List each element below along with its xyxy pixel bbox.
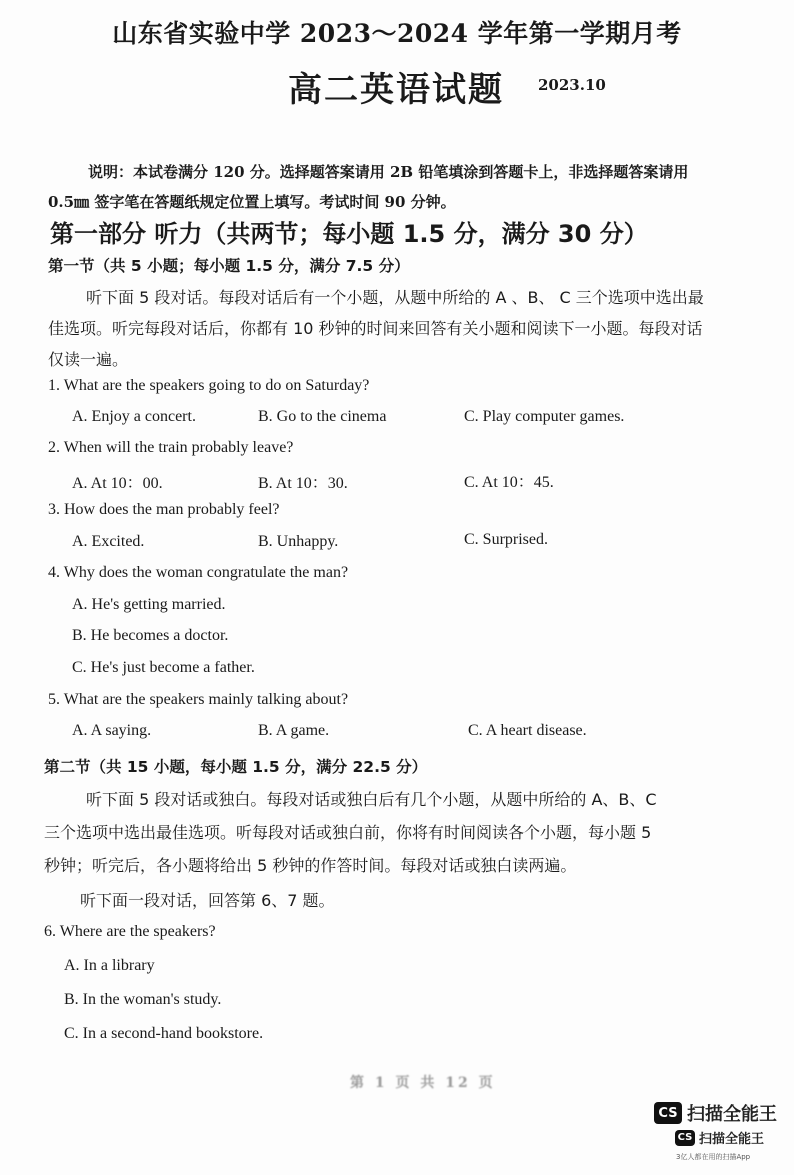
section-2-instruction-line: 听下面 5 段对话或独白。每段对话或独白后有几个小题，从题中所给的 A、B、C: [86, 790, 657, 809]
question-3-option-b: B. Unhappy.: [258, 533, 339, 550]
question-6-option-a: A. In a library: [64, 957, 155, 974]
question-2: 2. When will the train probably leave?: [48, 439, 294, 456]
scanner-watermark-small: [675, 1128, 764, 1147]
question-6: 6. Where are the speakers?: [44, 923, 216, 940]
question-1-option-b: B. Go to the cinema: [258, 408, 387, 425]
exam-note-line-1: 说明：本试卷满分 120 分。选择题答案请用 2B 铅笔填涂到答题卡上，非选择题答案请用: [88, 163, 689, 181]
question-4-option-a: A. He's getting married.: [72, 596, 226, 613]
camscanner-logo-icon: CS: [675, 1130, 695, 1146]
section-1-instruction-line: 听下面 5 段对话。每段对话后有一个小题，从题中所给的 A 、B、 C 三个选项中选出最: [86, 288, 704, 307]
question-3-option-c: C. Surprised.: [464, 531, 548, 548]
section-1-title: 第一节（共 5 小题；每小题 1.5 分，满分 7.5 分）: [48, 257, 410, 275]
exam-title: 山东省实验中学 2023～2024 学年第一学期月考: [112, 19, 682, 48]
section-1-instruction-line: 佳选项。听完每段对话后，你都有 10 秒钟的时间来回答有关小题和阅读下一小题。每段对话: [48, 319, 703, 338]
exam-note-line-2: 0.5㎜ 签字笔在答题纸规定位置上填写。考试时间 90 分钟。: [48, 193, 456, 211]
question-5-option-b: B. A game.: [258, 722, 330, 739]
question-1: 1. What are the speakers going to do on Saturday?: [48, 377, 370, 394]
section-2-instruction-line: 秒钟；听完后，各小题将给出 5 秒钟的作答时间。每段对话或独白读两遍。: [44, 856, 577, 875]
question-1-option-a: A. Enjoy a concert.: [72, 408, 196, 425]
question-1-option-c: C. Play computer games.: [464, 408, 625, 425]
question-6-option-b: B. In the woman's study.: [64, 991, 222, 1008]
question-6-option-c: C. In a second-hand bookstore.: [64, 1025, 264, 1042]
question-4-option-c: C. He's just become a father.: [72, 659, 255, 676]
section-2-title: 第二节（共 15 小题，每小题 1.5 分，满分 22.5 分）: [44, 758, 428, 776]
section-1-instruction-line: 仅读一遍。: [48, 350, 129, 369]
question-2-option-a: A. At 10：00.: [72, 475, 163, 492]
exam-date: 2023.10: [538, 76, 606, 94]
page-number-footer: 第 1 页 共 12 页: [350, 1075, 496, 1091]
question-4: 4. Why does the woman congratulate the man?: [48, 564, 349, 581]
question-4-option-b: B. He becomes a doctor.: [72, 627, 229, 644]
watermark-app-name: 扫描全能王: [699, 1132, 765, 1147]
subject-title: 高二英语试题: [288, 70, 504, 110]
question-5-option-a: A. A saying.: [72, 722, 152, 739]
watermark-app-name: 扫描全能王: [687, 1104, 777, 1125]
part-1-title: 第一部分 听力（共两节；每小题 1.5 分，满分 30 分）: [50, 220, 648, 248]
question-5: 5. What are the speakers mainly talking about?: [48, 691, 349, 708]
question-5-option-c: C. A heart disease.: [468, 722, 587, 739]
question-2-option-c: C. At 10：45.: [464, 474, 554, 491]
question-2-option-b: B. At 10：30.: [258, 475, 348, 492]
camscanner-logo-icon: CS: [654, 1102, 682, 1124]
dialogue-intro: 听下面一段对话，回答第 6、7 题。: [80, 891, 335, 910]
watermark-tagline: 3亿人都在用的扫描App: [676, 1153, 751, 1161]
question-3-option-a: A. Excited.: [72, 533, 145, 550]
scanner-watermark: [654, 1100, 777, 1126]
section-2-instruction-line: 三个选项中选出最佳选项。听每段对话或独白前，你将有时间阅读各个小题，每小题 5: [44, 823, 652, 842]
question-3: 3. How does the man probably feel?: [48, 501, 280, 518]
